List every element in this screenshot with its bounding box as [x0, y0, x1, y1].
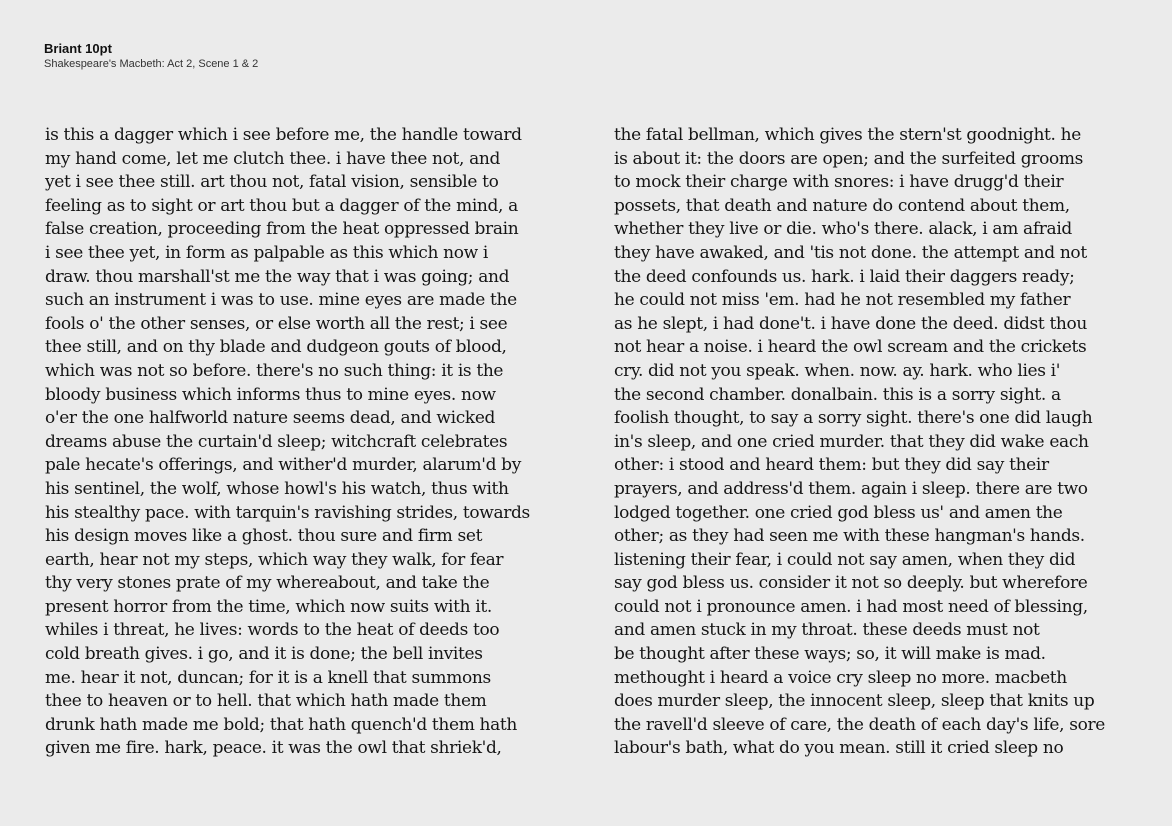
- text-line: dreams abuse the curtain'd sleep; witchcraft celebrates: [45, 431, 508, 452]
- text-line: feeling as to sight or art thou but a dagger of the mind, a: [45, 195, 518, 216]
- text-line: possets, that death and nature do contend about them,: [614, 195, 1070, 216]
- text-line: his sentinel, the wolf, whose howl's his watch, thus with: [45, 478, 509, 499]
- text-line: cold breath gives. i go, and it is done; the bell invites: [45, 644, 483, 665]
- text-line: is this a dagger which i see before me, the handle toward: [45, 125, 522, 145]
- text-line: to mock their charge with snores: i have drugg'd their: [614, 172, 1064, 193]
- text-line: methought i heard a voice cry sleep no more. macbeth: [614, 667, 1067, 688]
- text-line: other: i stood and heard them: but they did say their: [614, 455, 1049, 476]
- text-line: the ravell'd sleeve of care, the death of each day's life, sore: [614, 714, 1105, 735]
- text-line: be thought after these ways; so, it will make is mad.: [614, 644, 1046, 665]
- text-line: earth, hear not my steps, which way they walk, for fear: [45, 549, 504, 570]
- text-line: given me fire. hark, peace. it was the owl that shriek'd,: [45, 738, 502, 759]
- text-line: and amen stuck in my throat. these deeds must not: [614, 620, 1040, 641]
- text-line: is about it: the doors are open; and the surfeited grooms: [614, 148, 1083, 169]
- text-line: thee still, and on thy blade and dudgeon gouts of blood,: [45, 337, 507, 358]
- text-line: yet i see thee still. art thou not, fatal vision, sensible to: [45, 172, 499, 193]
- text-line: me. hear it not, duncan; for it is a knell that summons: [45, 667, 491, 688]
- text-column-right: [614, 124, 1129, 761]
- text-line: other; as they had seen me with these hangman's hands.: [614, 526, 1085, 547]
- text-line: o'er the one halfworld nature seems dead, and wicked: [45, 408, 496, 429]
- text-line: they have awaked, and 'tis not done. the attempt and not: [614, 242, 1087, 263]
- text-line: could not i pronounce amen. i had most need of blessing,: [614, 596, 1088, 617]
- text-column-left: [45, 124, 560, 761]
- text-line: my hand come, let me clutch thee. i have thee not, and: [45, 148, 501, 169]
- page-header: [44, 41, 258, 71]
- text-line: false creation, proceeding from the heat oppressed brain: [45, 219, 519, 240]
- text-line: the deed confounds us. hark. i laid their daggers ready;: [614, 266, 1075, 287]
- page-subtitle: Shakespeare's Macbeth: Act 2, Scene 1 & 2: [44, 58, 259, 70]
- text-line: drunk hath made me bold; that hath quench'd them hath: [45, 714, 518, 735]
- text-line: the fatal bellman, which gives the stern'st goodnight. he: [614, 125, 1081, 145]
- text-line: not hear a noise. i heard the owl scream and the crickets: [614, 337, 1087, 358]
- text-line: whiles i threat, he lives: words to the heat of deeds too: [45, 620, 500, 641]
- text-line: say god bless us. consider it not so deeply. but wherefore: [614, 573, 1088, 594]
- text-line: lodged together. one cried god bless us' and amen the: [614, 502, 1063, 523]
- text-line: his design moves like a ghost. thou sure and firm set: [45, 526, 483, 547]
- text-line: whether they live or die. who's there. alack, i am afraid: [614, 219, 1072, 240]
- page-title: Briant 10pt: [44, 41, 112, 56]
- text-line: he could not miss 'em. had he not resembled my father: [614, 290, 1071, 311]
- text-line: which was not so before. there's no such thing: it is the: [45, 360, 504, 381]
- text-line: in's sleep, and one cried murder. that they did wake each: [614, 431, 1089, 452]
- text-line: thee to heaven or to hell. that which hath made them: [45, 691, 487, 712]
- text-line: present horror from the time, which now suits with it.: [45, 596, 492, 617]
- text-line: his stealthy pace. with tarquin's ravishing strides, towards: [45, 502, 530, 523]
- text-line: listening their fear, i could not say amen, when they did: [614, 549, 1076, 570]
- text-line: thy very stones prate of my whereabout, and take the: [45, 573, 490, 594]
- text-line: draw. thou marshall'st me the way that i was going; and: [45, 266, 510, 287]
- text-line: cry. did not you speak. when. now. ay. hark. who lies i': [614, 360, 1061, 381]
- text-line: i see thee yet, in form as palpable as this which now i: [45, 242, 488, 263]
- text-line: foolish thought, to say a sorry sight. there's one did laugh: [614, 408, 1093, 429]
- text-line: prayers, and address'd them. again i sleep. there are two: [614, 478, 1088, 499]
- text-line: does murder sleep, the innocent sleep, sleep that knits up: [614, 691, 1095, 712]
- text-line: as he slept, i had done't. i have done the deed. didst thou: [614, 313, 1088, 334]
- text-line: bloody business which informs thus to mine eyes. now: [45, 384, 496, 405]
- text-line: pale hecate's offerings, and wither'd murder, alarum'd by: [45, 455, 521, 476]
- text-line: the second chamber. donalbain. this is a sorry sight. a: [614, 384, 1061, 405]
- text-line: labour's bath, what do you mean. still it cried sleep no: [614, 738, 1064, 759]
- text-line: fools o' the other senses, or else worth all the rest; i see: [45, 313, 508, 334]
- text-line: such an instrument i was to use. mine eyes are made the: [45, 290, 517, 311]
